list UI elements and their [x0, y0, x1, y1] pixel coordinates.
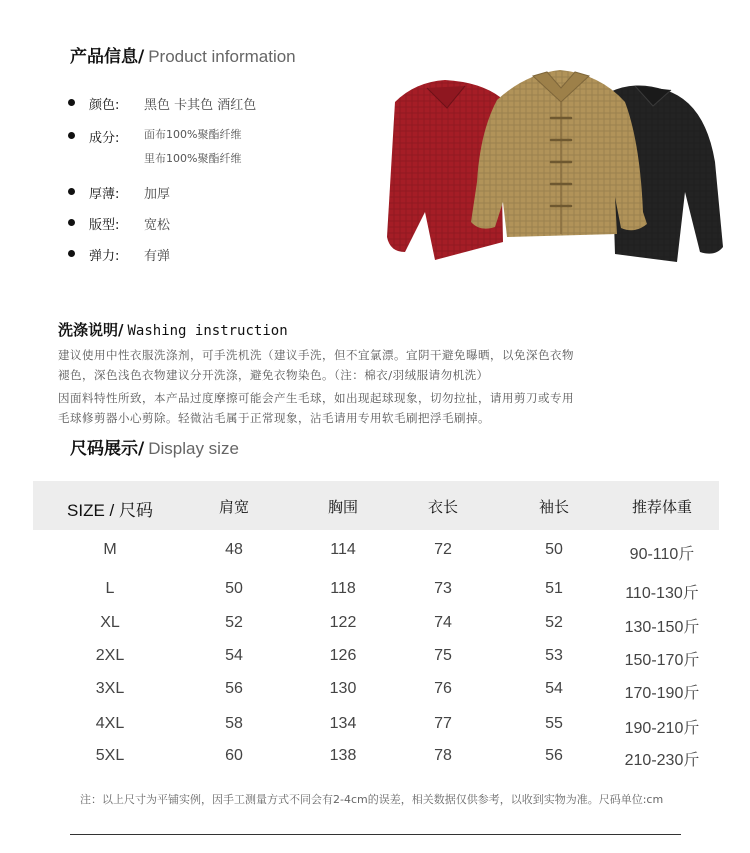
- spec-value: 黑色 卡其色 酒红色: [144, 98, 257, 113]
- size-table-cell: 130-150斤: [624, 619, 700, 636]
- size-table-cell: 138: [329, 747, 357, 764]
- washing-line: 建议使用中性衣服洗涤剂，可手洗机洗（建议手洗，但不宜氯漂。宜阴干避免曝晒，以免深色衣物: [58, 348, 574, 362]
- washing-title-cn: 洗涤说明/: [58, 321, 124, 339]
- bullet-icon: [68, 188, 75, 195]
- divider: [70, 834, 681, 835]
- spec-value: 面布100%聚酯纤维 里布100%聚酯纤维: [144, 128, 242, 165]
- size-table-header-cell: 衣长: [427, 498, 458, 516]
- size-table-cell: 134: [329, 715, 357, 732]
- size-table-cell: 4XL: [95, 715, 125, 732]
- size-table-cell: 90-110斤: [629, 546, 695, 563]
- size-table-cell: 150-170斤: [624, 652, 700, 669]
- size-table-cell: 50: [545, 541, 563, 558]
- size-display-title-cn: 尺码展示/: [70, 439, 145, 459]
- bullet-icon: [68, 219, 75, 226]
- size-display-title-en: Display size: [148, 439, 239, 458]
- size-table-cell: 54: [225, 647, 243, 664]
- size-table-cell: 73: [434, 580, 452, 597]
- product-info-title-en: Product information: [148, 47, 296, 66]
- spec-value: 有弹: [144, 249, 171, 264]
- spec-label: 成分:: [89, 131, 120, 146]
- size-table-cell: 130: [329, 680, 357, 697]
- size-table-header-cell: 肩宽: [218, 498, 249, 516]
- size-table-cell: 118: [330, 580, 356, 597]
- size-table-cell: 72: [434, 541, 452, 558]
- size-table-cell: 5XL: [95, 747, 125, 764]
- size-table-cell: M: [103, 541, 117, 558]
- size-table-cell: 55: [545, 715, 563, 732]
- measurement-note: 注：以上尺寸为平铺实例，因手工测量方式不同会有2-4cm的误差，相关数据仅供参考，以收到实物为准。尺码单位:cm: [80, 793, 664, 806]
- size-table-cell: 114: [330, 541, 356, 558]
- size-table-cell: 75: [434, 647, 452, 664]
- size-display-heading: [70, 434, 239, 459]
- size-table-cell: 56: [225, 680, 243, 697]
- washing-line: 褪色，深色浅色衣物建议分开洗涤，避免衣物染色。（注：棉衣/羽绒服请勿机洗）: [58, 368, 489, 382]
- size-table-cell: 53: [545, 647, 563, 664]
- size-table-cell: 58: [225, 715, 243, 732]
- size-table-cell: 48: [225, 541, 243, 558]
- spec-row-color: [64, 94, 256, 125]
- spec-value: 加厚: [144, 187, 171, 202]
- size-table-cell: 190-210斤: [624, 720, 700, 737]
- size-table-cell: 210-230斤: [624, 752, 700, 769]
- size-table-cell: 126: [329, 647, 357, 664]
- size-table-cell: 170-190斤: [624, 685, 700, 702]
- product-info-heading: [70, 42, 296, 67]
- product-info-title-cn: 产品信息/: [70, 47, 145, 67]
- size-table-cell: 56: [545, 747, 563, 764]
- spec-row-elasticity: [64, 245, 256, 276]
- size-table-cell: L: [105, 580, 115, 597]
- size-table-header-cell: 推荐体重: [631, 498, 692, 516]
- washing-title-en: Washing instruction: [127, 323, 288, 339]
- size-table-header-cell: 袖长: [538, 498, 569, 516]
- product-photo: [385, 62, 725, 272]
- size-table-cell: 52: [545, 614, 563, 631]
- size-table-header-cell: SIZE / 尺码: [67, 501, 153, 520]
- size-table-cell: 54: [545, 680, 563, 697]
- washing-line: 因面料特性所致，本产品过度摩擦可能会产生毛球，如出现起球现象，切勿拉扯，请用剪刀或专用: [58, 391, 574, 405]
- size-table-cell: 110-130斤: [625, 585, 699, 602]
- size-table-cell: 3XL: [95, 680, 125, 697]
- spec-label: 版型:: [89, 218, 120, 233]
- spec-value: 宽松: [144, 218, 171, 233]
- bullet-icon: [68, 132, 75, 139]
- size-table-cell: XL: [100, 614, 120, 631]
- spec-label: 弹力:: [89, 249, 120, 264]
- size-table-header-cell: 胸围: [327, 498, 358, 516]
- size-table-cell: 50: [225, 580, 243, 597]
- size-table-cell: 2XL: [95, 647, 125, 664]
- spec-row-thickness: [64, 183, 256, 214]
- bullet-icon: [68, 250, 75, 257]
- size-table-cell: 78: [434, 747, 452, 764]
- size-table-cell: 52: [225, 614, 243, 631]
- size-table-cell: 60: [225, 747, 243, 764]
- spec-list: [64, 94, 256, 276]
- spec-row-material: [64, 127, 256, 183]
- washing-line: 毛球修剪器小心剪除。轻微沾毛属于正常现象，沾毛请用专用软毛刷把浮毛刷掉。: [58, 411, 490, 425]
- bullet-icon: [68, 99, 75, 106]
- washing-heading: [58, 319, 288, 340]
- spec-label: 颜色:: [89, 98, 120, 113]
- size-table-cell: 74: [434, 614, 452, 631]
- size-table-cell: 76: [434, 680, 452, 697]
- spec-row-fit: [64, 214, 256, 245]
- spec-label: 厚薄:: [89, 187, 120, 202]
- size-table-cell: 77: [434, 715, 452, 732]
- size-table-cell: 122: [329, 614, 357, 631]
- size-table-cell: 51: [545, 580, 563, 597]
